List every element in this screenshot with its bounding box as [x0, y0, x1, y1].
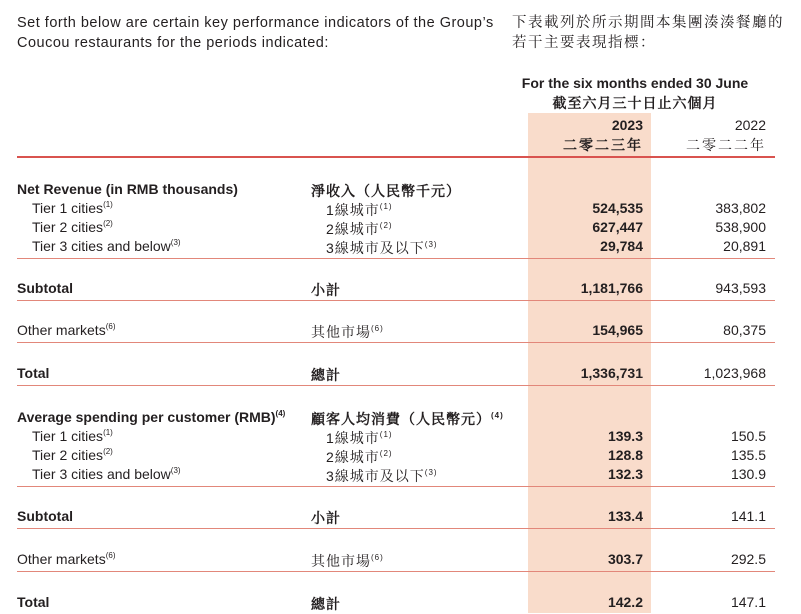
intro-chinese	[512, 13, 797, 53]
avg-spending-heading-row	[0, 409, 801, 429]
table-row	[0, 466, 801, 486]
value-2022: 141.1	[730, 508, 766, 524]
value-2023: 132.3	[607, 466, 643, 482]
row-divider	[17, 342, 775, 343]
value-2022: 943,593	[715, 280, 766, 296]
footnote-ref: (3)	[424, 468, 438, 477]
row-divider	[17, 486, 775, 487]
row-label-zh: 總計	[311, 596, 341, 612]
net-revenue-heading-row	[0, 181, 801, 201]
year-prior: 2022	[734, 117, 766, 133]
table-row	[0, 238, 801, 258]
intro-en-line1: Set forth below are certain key performance indicators of the Group’s	[17, 15, 494, 31]
net-revenue-heading-zh: 淨收入（人民幣千元）	[311, 183, 461, 199]
value-2023: 627,447	[592, 219, 643, 235]
row-label: Subtotal	[17, 508, 73, 524]
row-label: Tier 1 cities	[32, 200, 104, 216]
total-row	[0, 365, 801, 385]
avg-spending-heading-zh: 顧客人均消費（人民幣元）	[311, 411, 491, 427]
table-row	[0, 551, 801, 571]
intro-zh-line2: 若干主要表現指標：	[512, 35, 656, 51]
table-row	[0, 322, 801, 342]
intro-english	[17, 13, 497, 53]
table-row	[0, 428, 801, 448]
value-2023: 142.2	[607, 594, 643, 610]
row-label: Total	[17, 365, 50, 381]
row-divider	[17, 528, 775, 529]
value-2022: 80,375	[723, 322, 766, 338]
net-revenue-heading-en: Net Revenue (in RMB thousands)	[17, 181, 238, 197]
footnote-ref: (4)	[491, 411, 504, 420]
row-label: Tier 3 cities and below	[32, 238, 171, 254]
value-2022: 135.5	[730, 447, 766, 463]
footnote-ref: (2)	[379, 449, 393, 458]
footnote-ref: (3)	[170, 238, 181, 247]
footnote-ref: (4)	[275, 409, 286, 418]
value-2023: 128.8	[607, 447, 643, 463]
row-divider	[17, 571, 775, 572]
value-2022: 150.5	[730, 428, 766, 444]
footnote-ref: (3)	[424, 240, 438, 249]
period-heading-en: For the six months ended 30 June	[521, 75, 749, 91]
value-2023: 303.7	[607, 551, 643, 567]
subtotal-row	[0, 280, 801, 300]
value-2022: 1,023,968	[703, 365, 766, 381]
year-prior-zh: 二零二二年	[686, 137, 766, 153]
value-2022: 20,891	[723, 238, 766, 254]
value-2022: 292.5	[730, 551, 766, 567]
row-divider	[17, 300, 775, 301]
value-2022: 147.1	[730, 594, 766, 610]
footnote-ref: (6)	[371, 324, 384, 333]
header-divider	[17, 156, 775, 158]
intro-zh-line1: 下表載列於所示期間本集團湊湊餐廳的	[512, 15, 784, 31]
row-label-zh: 其他市場	[311, 324, 371, 340]
year-current: 2023	[611, 117, 643, 133]
row-label-zh: 其他市場	[311, 553, 371, 569]
row-label-zh: 小計	[311, 510, 341, 526]
footnote-ref: (1)	[379, 202, 393, 211]
table-row	[0, 200, 801, 220]
footnote-ref: (6)	[105, 322, 116, 331]
value-2022: 130.9	[730, 466, 766, 482]
row-label: Tier 3 cities and below	[32, 466, 171, 482]
row-label-zh: 3線城市及以下	[326, 240, 425, 256]
table-row	[0, 219, 801, 239]
footnote-ref: (3)	[170, 466, 181, 475]
footnote-ref: (2)	[103, 219, 113, 228]
value-2023: 154,965	[592, 322, 643, 338]
value-2023: 133.4	[607, 508, 643, 524]
row-label-zh: 2線城市	[326, 221, 380, 237]
footnote-ref: (6)	[105, 551, 116, 560]
value-2023: 1,336,731	[580, 365, 643, 381]
row-label: Subtotal	[17, 280, 73, 296]
row-label: Other markets	[17, 322, 106, 338]
intro-en-line2: Coucou restaurants for the periods indicated:	[17, 35, 329, 51]
value-2023: 1,181,766	[580, 280, 643, 296]
period-heading-zh: 截至六月三十日止六個月	[552, 95, 718, 111]
year-current-zh: 二零二三年	[563, 137, 643, 153]
row-label-zh: 1線城市	[326, 202, 380, 218]
row-label: Total	[17, 594, 50, 610]
row-label: Tier 1 cities	[32, 428, 104, 444]
footnote-ref: (1)	[103, 428, 113, 437]
value-2022: 538,900	[715, 219, 766, 235]
avg-spending-heading-en: Average spending per customer (RMB)	[17, 409, 276, 425]
value-2023: 524,535	[592, 200, 643, 216]
row-label: Other markets	[17, 551, 106, 567]
table-row	[0, 447, 801, 467]
subtotal-row	[0, 508, 801, 528]
row-label-zh: 總計	[311, 367, 341, 383]
value-2022: 383,802	[715, 200, 766, 216]
row-label-zh: 1線城市	[326, 430, 380, 446]
row-label-zh: 3線城市及以下	[326, 468, 425, 484]
footnote-ref: (1)	[103, 200, 113, 209]
value-2023: 139.3	[607, 428, 643, 444]
footnote-ref: (6)	[371, 553, 384, 562]
total-row	[0, 594, 801, 614]
row-divider	[17, 258, 775, 259]
row-label: Tier 2 cities	[32, 447, 104, 463]
footnote-ref: (2)	[103, 447, 113, 456]
row-label: Tier 2 cities	[32, 219, 104, 235]
row-label-zh: 小計	[311, 282, 341, 298]
row-divider	[17, 385, 775, 386]
footnote-ref: (2)	[379, 221, 393, 230]
row-label-zh: 2線城市	[326, 449, 380, 465]
footnote-ref: (1)	[379, 430, 393, 439]
value-2023: 29,784	[600, 238, 643, 254]
